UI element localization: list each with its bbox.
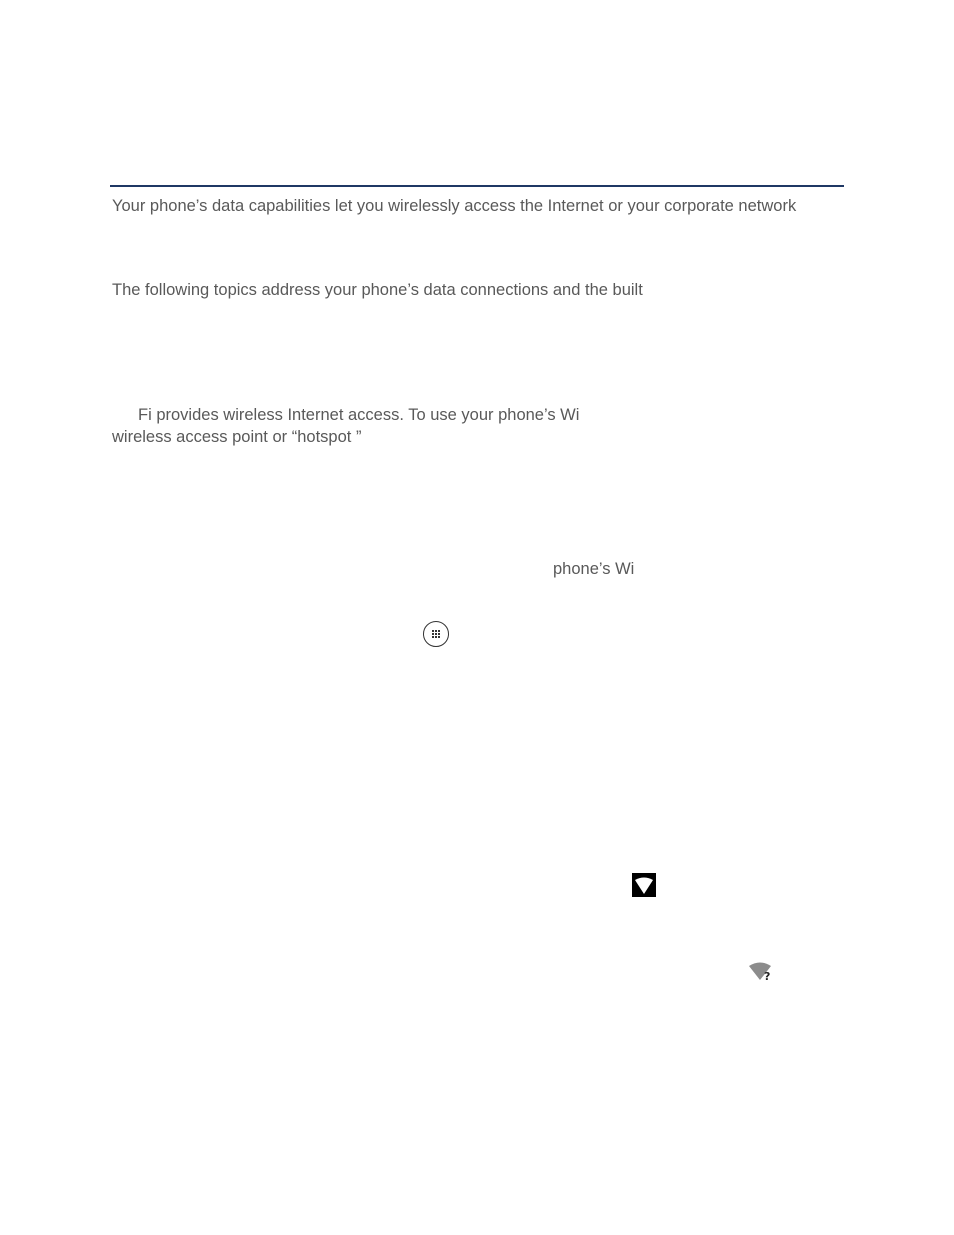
section-divider — [110, 185, 844, 187]
intro-paragraph: Your phone’s data capabilities let you wirelessly access the Internet or your corporate network — [112, 197, 797, 215]
wifi-step-fragment: phone’s Wi — [553, 560, 635, 578]
svg-text:?: ? — [764, 970, 771, 982]
wifi-intro-line-1: Fi provides wireless Internet access. To use your phone’s Wi — [138, 406, 580, 424]
wifi-unknown-icon — [748, 960, 774, 982]
wifi-full-icon — [632, 873, 656, 897]
wifi-intro-line-2: wireless access point or “hotspot ” — [112, 428, 362, 446]
topics-paragraph: The following topics address your phone’s data connections and the built — [112, 281, 643, 299]
apps-icon — [423, 621, 449, 647]
